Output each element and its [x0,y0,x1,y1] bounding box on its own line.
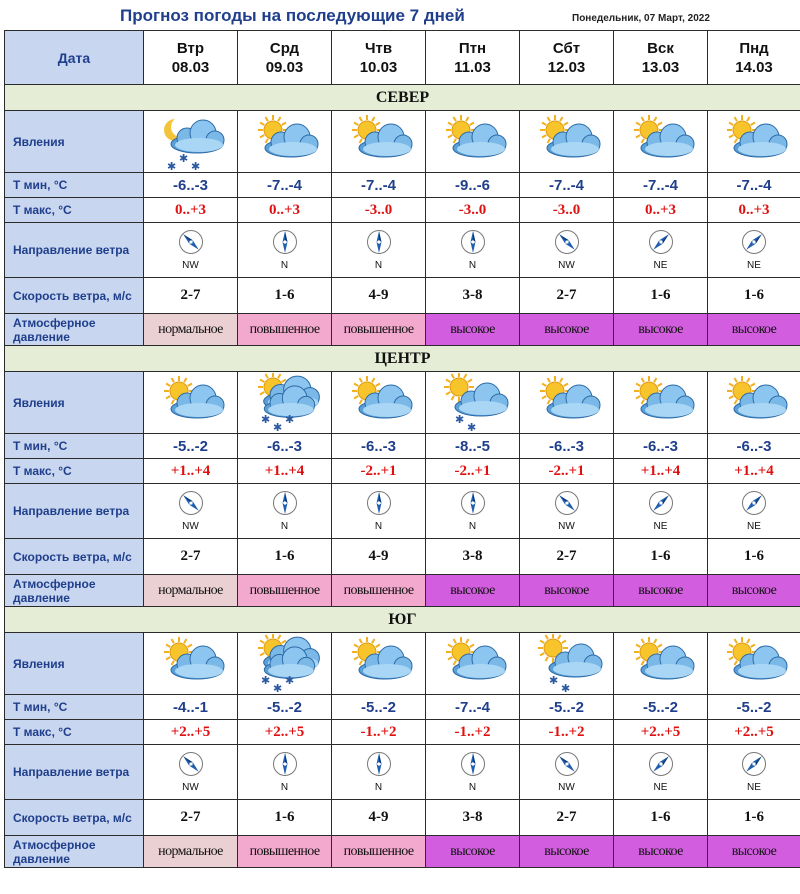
tmax-value: -2..+1 [332,459,426,484]
compass-arrow-icon [741,229,767,260]
sun-cloud-icon [332,373,425,433]
forecast-table [4,30,800,868]
tmax-value: -3..0 [332,198,426,223]
compass-arrow-icon [648,229,674,260]
tmax-row [5,198,800,223]
weather-cell [426,111,520,173]
row-label: Атмосферное давление [5,575,144,607]
tmax-value: -1..+2 [426,720,520,745]
day-header [332,31,426,85]
weather-cell [332,111,426,173]
sun-cloud-icon [332,112,425,172]
tmin-value: -9..-6 [426,173,520,198]
row-label: Явления [5,633,144,695]
tmin-value: -4..-1 [144,695,238,720]
compass-arrow-icon [272,229,298,260]
wind-speed-value: 2-7 [520,539,614,575]
row-label: Атмосферное давление [5,314,144,346]
wind-direction-value: NW [182,260,199,271]
pressure-value: повышенное [238,836,332,868]
row-label: Скорость ветра, м/с [5,800,144,836]
sun-cloud-icon [332,634,425,694]
wind-direction-cell [144,484,238,539]
wind-speed-value: 1-6 [238,539,332,575]
weather-cell [520,111,614,173]
wind-direction-cell [520,745,614,800]
row-label: Т макс, °С [5,198,144,223]
sun-cloud-snow-icon [520,634,613,694]
day-of-week: Сбт [552,39,581,57]
wind-speed-value: 3-8 [426,539,520,575]
pressure-value: повышенное [332,836,426,868]
tmax-value: 0..+3 [708,198,800,223]
wind-speed-row [5,278,800,314]
tmin-value: -7..-4 [520,173,614,198]
wind-direction-cell [332,484,426,539]
row-label: Явления [5,372,144,434]
sun-cloud-icon [708,634,800,694]
wind-direction-cell [520,484,614,539]
wind-direction-cell [332,745,426,800]
day-of-week: Вск [647,39,674,57]
wind-direction-cell [238,223,332,278]
tmin-value: -6..-3 [520,434,614,459]
pressure-value: высокое [708,836,800,868]
wind-direction-value: N [280,782,289,793]
day-date: 09.03 [265,58,304,76]
row-label: Направление ветра [5,223,144,278]
row-label: Явления [5,111,144,173]
svg-text:✱: ✱ [454,412,464,426]
compass-arrow-icon [741,490,767,521]
tmin-value: -7..-4 [708,173,800,198]
tmin-value: -5..-2 [144,434,238,459]
wind-direction-cell [708,484,800,539]
row-label: Скорость ветра, м/с [5,278,144,314]
svg-text:✱: ✱ [548,673,558,687]
wind-speed-value: 2-7 [144,278,238,314]
tmax-value: +1..+4 [614,459,708,484]
day-of-week: Чтв [364,39,393,57]
sun-cloud-icon [708,373,800,433]
row-label: Атмосферное давление [5,836,144,868]
pressure-row [5,314,800,346]
phenomena-row [5,633,800,695]
pressure-value: высокое [520,314,614,346]
wind-direction-value: N [468,260,477,271]
pressure-value: нормальное [144,836,238,868]
compass-arrow-icon [178,751,204,782]
tmax-value: -3..0 [520,198,614,223]
wind-speed-value: 2-7 [144,800,238,836]
wind-direction-value: NW [182,521,199,532]
compass-arrow-icon [366,751,392,782]
tmax-value: 0..+3 [614,198,708,223]
day-date: 13.03 [641,58,680,76]
tmax-value: -2..+1 [520,459,614,484]
wind-direction-cell [614,745,708,800]
tmin-value: -5..-2 [520,695,614,720]
day-of-week: Втр [176,39,205,57]
svg-text:✱: ✱ [466,420,476,433]
region-title: ЮГ [5,607,800,633]
wind-direction-value: N [468,521,477,532]
wind-direction-value: N [374,260,383,271]
pressure-value: высокое [426,314,520,346]
tmin-value: -6..-3 [614,434,708,459]
wind-speed-value: 2-7 [144,539,238,575]
day-date: 14.03 [735,58,773,76]
sun-cloud-icon [144,634,237,694]
weather-cell [708,111,800,173]
row-label: Т макс, °С [5,459,144,484]
tmin-value: -7..-4 [426,695,520,720]
pressure-row [5,836,800,868]
sun-cloud-icon [520,373,613,433]
weather-cell [144,111,238,173]
weather-cell [238,111,332,173]
weather-cell [238,633,332,695]
row-label: Скорость ветра, м/с [5,539,144,575]
tmin-value: -5..-2 [332,695,426,720]
tmin-row [5,434,800,459]
row-label: Т мин, °С [5,173,144,198]
tmin-value: -7..-4 [332,173,426,198]
row-label: Направление ветра [5,745,144,800]
weather-cell [614,111,708,173]
day-of-week: Пнд [739,39,769,57]
tmin-value: -6..-3 [238,434,332,459]
tmax-value: -1..+2 [332,720,426,745]
sun-cloud-icon [708,112,800,172]
tmin-row [5,695,800,720]
compass-arrow-icon [366,229,392,260]
compass-arrow-icon [554,751,580,782]
compass-arrow-icon [460,751,486,782]
pressure-value: высокое [708,314,800,346]
compass-arrow-icon [741,751,767,782]
tmax-value: -3..0 [426,198,520,223]
tmin-value: -6..-3 [708,434,800,459]
weather-cell [520,633,614,695]
wind-speed-value: 1-6 [708,800,800,836]
day-header [614,31,708,85]
sun-cloud-icon [426,634,519,694]
tmin-value: -7..-4 [238,173,332,198]
day-header [708,31,800,85]
wind-direction-cell [708,745,800,800]
date-header-label: Дата [5,31,144,85]
wind-speed-value: 1-6 [614,800,708,836]
svg-text:✱: ✱ [260,412,270,426]
wind-direction-value: NE [747,782,761,793]
compass-arrow-icon [178,490,204,521]
weather-cell [614,633,708,695]
wind-speed-value: 4-9 [332,278,426,314]
compass-arrow-icon [554,490,580,521]
phenomena-row [5,111,800,173]
cloud-snow-icon [238,373,331,433]
svg-text:✱: ✱ [260,673,270,687]
wind-direction-cell [426,223,520,278]
pressure-value: нормальное [144,314,238,346]
wind-direction-value: NW [558,521,575,532]
wind-speed-value: 4-9 [332,539,426,575]
date-header-row [5,31,800,85]
current-date: Понедельник, 07 Март, 2022 [572,13,710,24]
row-label: Направление ветра [5,484,144,539]
day-date: 12.03 [547,58,586,76]
day-date: 08.03 [171,58,210,76]
sun-cloud-icon [520,112,613,172]
pressure-row [5,575,800,607]
wind-direction-row [5,484,800,539]
pressure-value: высокое [426,575,520,607]
wind-direction-cell [708,223,800,278]
wind-direction-cell [520,223,614,278]
region-row [5,85,800,111]
tmin-value: -7..-4 [614,173,708,198]
compass-arrow-icon [460,490,486,521]
wind-speed-value: 2-7 [520,278,614,314]
tmin-value: -6..-3 [144,173,238,198]
compass-arrow-icon [366,490,392,521]
wind-speed-row [5,539,800,575]
wind-speed-value: 1-6 [238,800,332,836]
compass-arrow-icon [460,229,486,260]
wind-direction-cell [332,223,426,278]
wind-direction-value: N [468,782,477,793]
wind-direction-value: N [280,260,289,271]
day-header [238,31,332,85]
day-date: 10.03 [359,58,398,76]
compass-arrow-icon [648,751,674,782]
svg-text:✱: ✱ [284,412,294,426]
pressure-value: высокое [520,836,614,868]
svg-text:✱: ✱ [166,159,176,172]
weather-cell [426,633,520,695]
wind-speed-value: 1-6 [614,539,708,575]
wind-speed-value: 1-6 [614,278,708,314]
compass-arrow-icon [272,751,298,782]
pressure-value: высокое [708,575,800,607]
weather-cell [332,633,426,695]
pressure-value: нормальное [144,575,238,607]
sun-cloud-icon [614,634,707,694]
tmin-value: -5..-2 [708,695,800,720]
weather-cell [708,633,800,695]
wind-speed-value: 3-8 [426,278,520,314]
tmax-value: -2..+1 [426,459,520,484]
tmax-row [5,459,800,484]
row-label: Т макс, °С [5,720,144,745]
pressure-value: высокое [520,575,614,607]
wind-direction-cell [144,745,238,800]
compass-arrow-icon [178,229,204,260]
tmin-row [5,173,800,198]
svg-text:✱: ✱ [284,673,294,687]
svg-text:✱: ✱ [272,681,282,694]
tmax-value: +1..+4 [144,459,238,484]
day-of-week: Птн [458,39,487,57]
wind-direction-cell [238,745,332,800]
compass-arrow-icon [554,229,580,260]
page-title: Прогноз погоды на последующие 7 дней [120,6,465,25]
weather-cell [238,372,332,434]
region-title: ЦЕНТР [5,346,800,372]
wind-direction-value: NE [747,521,761,532]
svg-text:✱: ✱ [560,681,570,694]
compass-arrow-icon [272,490,298,521]
wind-speed-value: 1-6 [238,278,332,314]
wind-direction-row [5,745,800,800]
row-label: Т мин, °С [5,434,144,459]
compass-arrow-icon [648,490,674,521]
svg-text:✱: ✱ [272,420,282,433]
sun-cloud-snow-icon [426,373,519,433]
wind-direction-cell [426,745,520,800]
tmax-value: +2..+5 [144,720,238,745]
cloud-snow-icon [238,634,331,694]
wind-direction-cell [614,223,708,278]
wind-direction-value: NE [653,260,668,271]
wind-direction-cell [426,484,520,539]
pressure-value: повышенное [238,575,332,607]
sun-cloud-icon [144,373,237,433]
phenomena-row [5,372,800,434]
day-date: 11.03 [454,58,491,76]
tmax-value: +2..+5 [238,720,332,745]
weather-cell [144,633,238,695]
day-header [520,31,614,85]
sun-cloud-icon [614,373,707,433]
tmax-value: 0..+3 [144,198,238,223]
wind-direction-value: N [374,521,383,532]
wind-direction-row [5,223,800,278]
wind-speed-value: 3-8 [426,800,520,836]
tmax-value: +1..+4 [238,459,332,484]
wind-direction-value: NW [182,782,199,793]
pressure-value: высокое [426,836,520,868]
page-header [0,0,800,30]
weather-cell [426,372,520,434]
wind-direction-value: NW [558,260,575,271]
wind-direction-value: N [280,521,289,532]
tmin-value: -6..-3 [332,434,426,459]
region-row [5,346,800,372]
pressure-value: повышенное [332,575,426,607]
tmax-value: +2..+5 [708,720,800,745]
pressure-value: повышенное [238,314,332,346]
region-title: СЕВЕР [5,85,800,111]
weather-cell [520,372,614,434]
wind-speed-value: 2-7 [520,800,614,836]
day-header [426,31,520,85]
wind-direction-cell [144,223,238,278]
moon-cloud-snow-icon [144,112,237,172]
wind-speed-value: 1-6 [708,278,800,314]
weather-cell [708,372,800,434]
wind-direction-cell [614,484,708,539]
wind-direction-value: NW [558,782,575,793]
wind-speed-value: 4-9 [332,800,426,836]
svg-text:✱: ✱ [190,159,200,172]
row-label: Т мин, °С [5,695,144,720]
sun-cloud-icon [238,112,331,172]
weather-cell [144,372,238,434]
pressure-value: высокое [614,575,708,607]
weather-cell [332,372,426,434]
tmin-value: -8..-5 [426,434,520,459]
svg-text:✱: ✱ [178,151,188,165]
weather-cell [614,372,708,434]
tmin-value: -5..-2 [614,695,708,720]
pressure-value: высокое [614,314,708,346]
wind-speed-row [5,800,800,836]
day-header [144,31,238,85]
tmax-row [5,720,800,745]
wind-direction-value: NE [653,521,668,532]
pressure-value: повышенное [332,314,426,346]
pressure-value: высокое [614,836,708,868]
wind-direction-value: NE [747,260,761,271]
region-row [5,607,800,633]
wind-direction-cell [238,484,332,539]
sun-cloud-icon [614,112,707,172]
day-of-week: Срд [269,39,300,57]
tmax-value: +1..+4 [708,459,800,484]
tmax-value: +2..+5 [614,720,708,745]
tmax-value: -1..+2 [520,720,614,745]
wind-direction-value: NE [653,782,668,793]
tmax-value: 0..+3 [238,198,332,223]
wind-speed-value: 1-6 [708,539,800,575]
sun-cloud-icon [426,112,519,172]
tmin-value: -5..-2 [238,695,332,720]
wind-direction-value: N [374,782,383,793]
